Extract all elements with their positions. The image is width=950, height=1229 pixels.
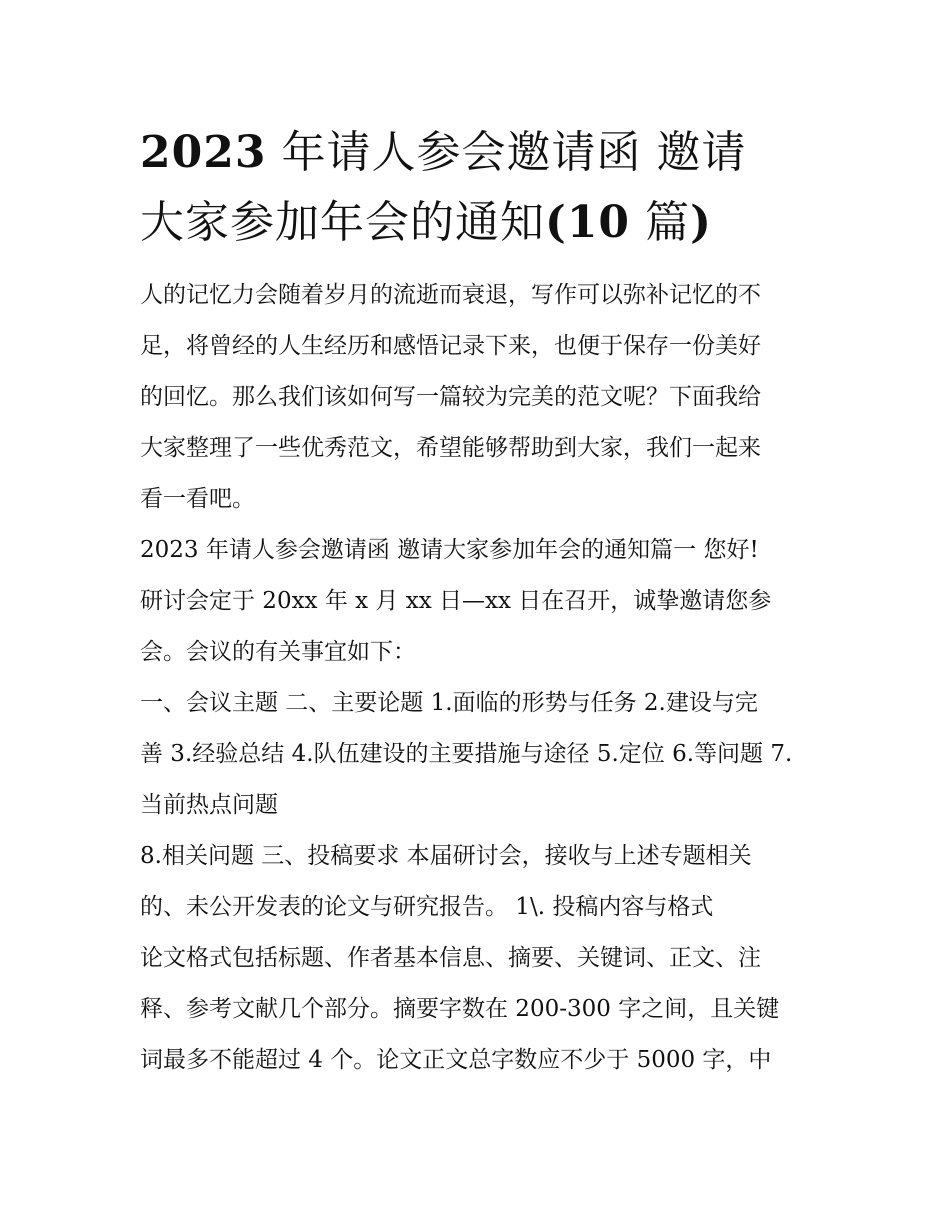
text-line: 看一看吧。	[140, 486, 255, 512]
text-line: 足，将曾经的人生经历和感悟记录下来，也便于保存一份美好	[140, 333, 761, 359]
text-line: 的、未公开发表的论文与研究报告。 1\. 投稿内容与格式	[140, 894, 714, 920]
text-line: 善 3.经验总结 4.队伍建设的主要措施与途径 5.定位 6.等问题 7.	[140, 741, 793, 767]
text-line: 释、参考文献几个部分。摘要字数在 200-300 字之间，且关键	[140, 996, 780, 1022]
paragraph-format	[140, 933, 820, 1086]
title-text: 年请人参会邀请函 邀请	[281, 127, 747, 178]
title-text: 篇	[645, 197, 691, 248]
text-line: 词最多不能超过 4 个。论文正文总字数应不少于 5000 字，中	[140, 1047, 772, 1073]
paragraph-topics	[140, 678, 820, 831]
text-line: 研讨会定于 20xx 年 x 月 xx 日—xx 日在召开，诚挚邀请您参	[140, 588, 772, 614]
text-line: 人的记忆力会随着岁月的流逝而衰退，写作可以弥补记忆的不	[140, 282, 761, 308]
text-line: 会。会议的有关事宜如下：	[140, 639, 416, 665]
text-line: 的回忆。那么我们该如何写一篇较为完美的范文呢？下面我给	[140, 384, 761, 410]
text-line: 论文格式包括标题、作者基本信息、摘要、关键词、正文、注	[140, 945, 761, 971]
title-paren: )	[690, 197, 712, 248]
paragraph-invitation	[140, 525, 820, 678]
text-line: 一、会议主题 二、主要论题 1.面临的形势与任务 2.建设与完	[140, 690, 758, 716]
title-line-2	[140, 188, 820, 258]
document-page	[140, 118, 820, 1086]
document-title	[140, 118, 820, 258]
document-body	[140, 270, 820, 1086]
text-line: 8.相关问题 三、投稿要求 本届研讨会，接收与上述专题相关	[140, 843, 752, 869]
paragraph-submission	[140, 831, 820, 933]
title-year: 2023	[140, 127, 267, 178]
text-line: 当前热点问题	[140, 792, 278, 818]
title-count: (10	[545, 197, 631, 248]
text-line: 大家整理了一些优秀范文，希望能够帮助到大家，我们一起来	[140, 435, 761, 461]
text-line: 2023 年请人参会邀请函 邀请大家参加年会的通知篇一 您好!	[140, 537, 759, 563]
title-text: 大家参加年会的通知	[140, 197, 545, 248]
title-line-1	[140, 118, 820, 188]
paragraph-intro	[140, 270, 820, 525]
